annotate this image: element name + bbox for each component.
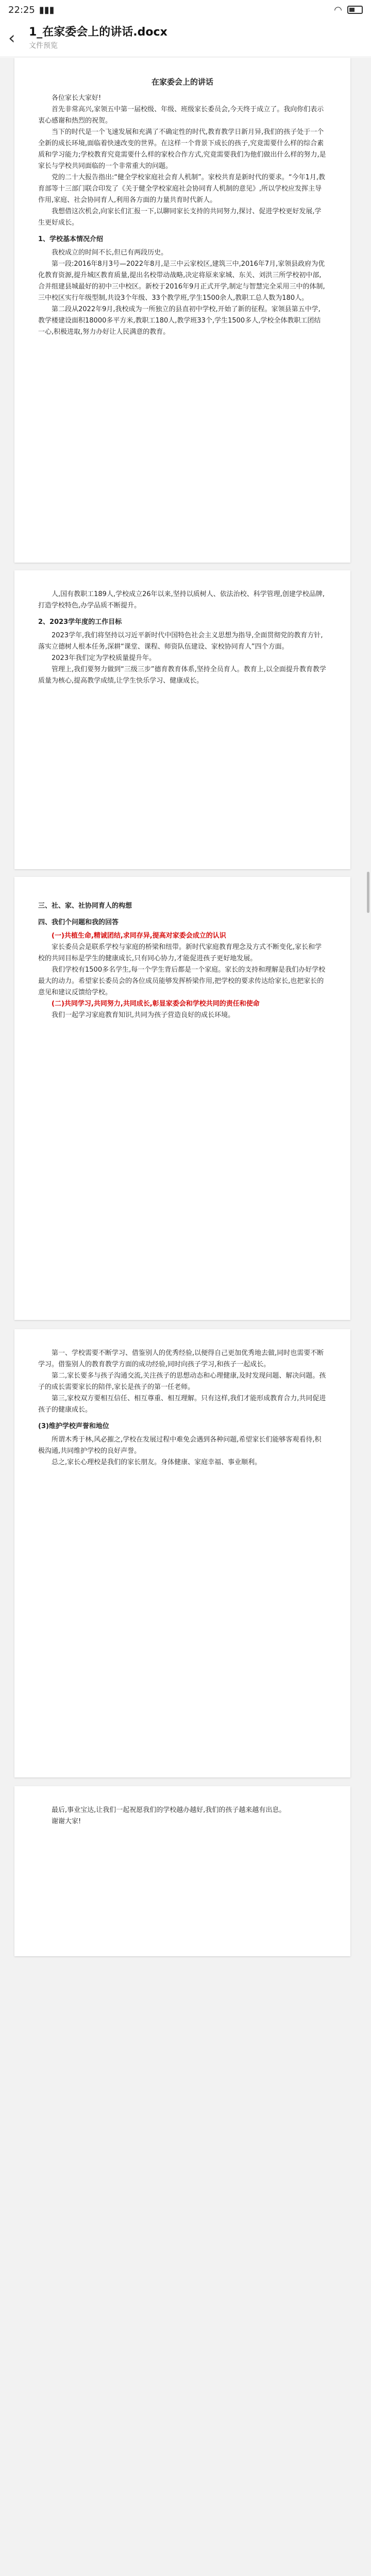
highlight-heading: (一)共植生命,精诚团结,求同存异,提高对家委会成立的认识 [52, 932, 226, 940]
section-heading: (3)维护学校声誉和地位 [38, 1422, 109, 1430]
highlight-heading: (二)共同学习,共同努力,共同成长,彰显家委会和学校共同的责任和使命 [52, 1000, 260, 1008]
scrollbar-thumb[interactable] [367, 872, 369, 913]
back-arrow-icon[interactable]: ‹ [8, 28, 15, 48]
paragraph: 党的二十大报告指出:“健全学校家庭社会育人机制”。家校共育是新时代的要求。“今年1月,教育部等十三部门联合印发了《关于健全学校家庭社会协同育人机制的意见》,所以学校应发挥主导作用,家庭、社会协同育人,利用各方面的力量共育时代新人。 [38, 174, 325, 204]
greeting: 各位家长大家好! [52, 94, 102, 102]
paragraph: 首先非常高兴,家领五中第一届校级、年级、班级家长委员会,今天终于成立了。我向你们表示衷心感谢和热烈的祝贺。 [38, 106, 324, 125]
page-2 [14, 570, 350, 869]
paragraph: 我想借这次机会,向家长们汇报一下,以聊同家长支持的共同努力,探讨、促进学校更好发展,学生更好成长。 [38, 208, 322, 227]
section-heading: 三、社、家、社协同育人的构想 [38, 902, 132, 910]
paragraph: 我校成立的时间不长,但已有两段历史。 [52, 249, 168, 257]
document-subtitle: 文件预览 [29, 42, 58, 50]
speech-title: 在家委会上的讲话 [151, 77, 213, 87]
title-bar [0, 20, 371, 57]
paragraph: 我们学校有1500多名学生,每一个学生背后都是一个家庭。家长的支持和理解是我们办好学校最大的动力。希望家长委员会的各位成员能够发挥桥梁作用,把学校的要求传达给家长,也把家长的意见和建议反馈给学校。 [38, 966, 326, 996]
wifi-icon: ◠ [334, 4, 342, 15]
page-5 [14, 1786, 350, 1956]
page-3 [14, 877, 350, 1320]
paragraph: 第二段从2022年9月,我校成为一所独立的县直初中学校,开始了新的征程。家领县第五中学,教学楼建设面积18000多平方米,教职工180人,教学班33个,学生1500多人,学校全体教职工团结一心,积极进取,努力办好让人民满意的教育。 [38, 306, 321, 336]
paragraph: 总之,家长心理校是我们的家长朋友。身体健康、家庭幸福、事业顺利。 [52, 1459, 262, 1466]
paragraph: 家长委员会是联系学校与家庭的桥梁和纽带。新时代家庭教育理念及方式不断变化,家长和学校的共同目标是学生的健康成长,只有同心协力,才能促进孩子更好地发展。 [38, 943, 322, 962]
paragraph: 最后,事业宝达,让我们一起祝愿我们的学校越办越好,我们的孩子越来越有出息。 [52, 1806, 286, 1814]
paragraph: 管理上,我们要努力做到“三级三步”德育教育体系,坚持全员育人。教育上,以全面提升教育教学质量为核心,提高教学成绩,让学生快乐学习、健康成长。 [38, 666, 326, 685]
paragraph: 人,国有教职工189人,学校成立26年以来,坚持以质树人、依法治校、科学管理,创建学校品牌,打造学校特色,办学品质不断提升。 [38, 590, 325, 609]
paragraph: 我们一起学习家庭教育知识,共同为孩子营造良好的成长环境。 [52, 1011, 235, 1019]
section-heading: 四、我们个问题和我的回答 [38, 919, 119, 926]
paragraph: 第三,家校双方要相互信任、相互尊重、相互理解。只有这样,我们才能形成教育合力,共同促进孩子的健康成长。 [38, 1395, 326, 1414]
paragraph: 2023学年,我们将坚持以习近平新时代中国特色社会主义思想为指导,全面贯彻党的教育方针,落实立德树人根本任务,深耕“课堂、课程、师资队伍建设、家校协同育人”四个方面。 [38, 632, 323, 651]
paragraph: 2023年我们定为学校质量提升年。 [52, 654, 156, 662]
closing-line: 谢谢大家! [52, 1818, 81, 1825]
section-heading: 2、2023学年度的工作目标 [38, 618, 122, 626]
paragraph: 当下的时代是一个飞速发展和充满了不确定性的时代,教育教学日新月异,我们的孩子处于一个全新的成长环境,面临着快速改变的世界。在这样一个背景下成长的孩子,究竟需要什么样的综合素质和学习能力;学校教育究竟需要什么样的家校合作方式,究竟需要我们为他们做出什么样的努力,是家长与学校共同面临的一个非常重大的问题。 [38, 128, 326, 170]
page-4 [14, 1329, 350, 1777]
paragraph: 第二,家长要多与孩子沟通交流,关注孩子的思想动态和心理健康,及时发现问题、解决问题。孩子的成长需要家长的陪伴,家长是孩子的第一任老师。 [38, 1372, 326, 1391]
document-title: 1_在家委会上的讲话.docx [29, 26, 167, 39]
page-1 [14, 58, 350, 563]
paragraph: 第一段:2016年8月3号—2022年8月,是三中云家校区,建筑三中,2016年7月,家领县政府为优化教育资源,提升城区教育质量,提出名校带动战略,决定将原来家城、东关、刘洪三所学校初中部,合并组建县城最好的初中三中校区。新校于2016年9月正式开学,制定与智慧完全采用三中的体制,三中校区实行年级型制,共设3个年级、33个教学班,学生1500余人,教职工总人数为180人。 [38, 260, 325, 302]
section-heading: 1、学校基本情况介绍 [38, 235, 104, 243]
status-bar [0, 0, 371, 20]
signal-icon: ▮▮▮ [39, 4, 55, 15]
battery-icon [347, 6, 363, 14]
document-viewer[interactable] [0, 58, 371, 2576]
paragraph: 所谓木秀于林,风必摧之,学校在发展过程中难免会遇到各种问题,希望家长们能够客观看待,积极沟通,共同维护学校的良好声誉。 [38, 1436, 322, 1455]
paragraph: 第一、学校需要不断学习、借鉴别人的优秀经验,以便得自己更加优秀地去做,同时也需要不断学习。借鉴别人的教育教学方面的成功经验,同时向孩子学习,和孩子一起成长。 [38, 1349, 324, 1368]
clock: 22:25 [8, 4, 35, 15]
